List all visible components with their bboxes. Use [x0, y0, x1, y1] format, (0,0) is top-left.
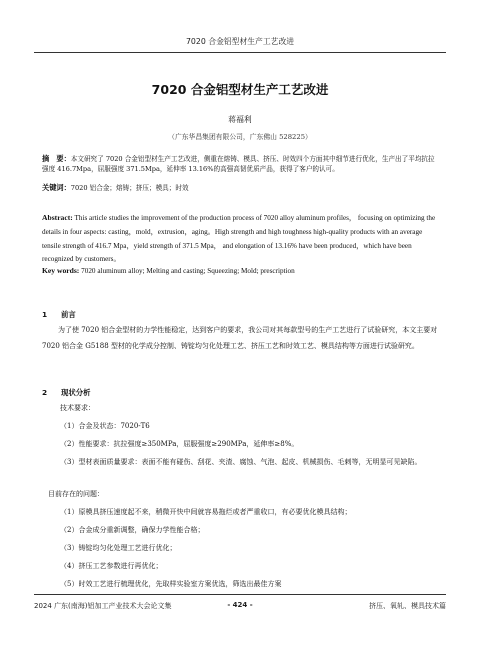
keywords-en-label: Key words:: [42, 266, 80, 275]
author-name: 蒋福利: [228, 115, 252, 124]
header-rule: [34, 52, 446, 53]
chinese-abstract: [42, 154, 440, 175]
section-number: 2: [42, 388, 48, 397]
section-heading-status: [42, 387, 91, 398]
list-item: （4）挤压工艺参数进行再优化；: [60, 562, 163, 571]
footer-section: 挤压、氧轧、模具技术篇: [369, 602, 446, 610]
abstract-en-text: This article studies the improvement of the production process of 7020 alloy aluminum profiles， focusing on optimizing the details in four aspects: casting，mold，extrusion，aging。High strength and high toughness high-quality products with an average tensile strength of 416.7 Mpa，yield strength of 371.5 Mpa， and elongation of 13.16% have been produced，which have been recognized by customers。: [42, 214, 436, 264]
page-number: - 424 -: [227, 601, 253, 609]
english-keywords: [42, 264, 440, 279]
keywords-cn-label: 关键词：: [42, 183, 71, 192]
section-number: 1: [42, 310, 48, 319]
keywords-cn-text: 7020 铝合金；熔铸；挤压；模具；时效: [70, 184, 189, 192]
footer-rule: [34, 594, 446, 595]
problems-list: [42, 485, 442, 594]
list-item: （2）合金成分重新调整，确保力学性能合格；: [60, 526, 205, 535]
abstract-cn-text: 本文研究了 7020 合金铝型材生产工艺改进，侧重在熔铸、模具、挤压、时效四个方面其中细节进行优化，生产出了平均抗拉强度 416.7Mpa，屈服强度 371.5Mpa，延伸率 13.16%的高强高韧优质产品，获得了客户的认可。: [42, 155, 435, 174]
intro-paragraph: 为了使 7020 铝合金型材的力学性能稳定，达到客户的要求，我公司对其每款型号的生产工艺进行了试验研究，本文主要对 7020 铝合金 G5188 型材的化学成分控制、铸锭均匀化处理工艺、挤压工艺和时效工艺、模具结构等方面进行试验研究。: [42, 326, 438, 351]
requirements-heading: 技术要求：: [60, 404, 95, 412]
requirements-list: [42, 399, 442, 470]
abstract-cn-label: 摘 要：: [42, 154, 71, 163]
list-item: （2）性能要求：抗拉强度≥350MPa，屈服强度≥290MPa，延伸率≥8%。: [60, 440, 299, 449]
running-header: 7020 合金铝型材生产工艺改进: [185, 37, 295, 46]
abstract-en-label: Abstract:: [42, 213, 73, 222]
paper-title: 7020 合金铝型材生产工艺改进: [151, 82, 329, 97]
section-title: 前言: [61, 310, 76, 319]
english-abstract: [42, 211, 440, 267]
list-item: （5）时效工艺进行梳理优化，先取样实验室方案优选，筛选出最佳方案: [60, 580, 282, 589]
affiliation: （广东华昌集团有限公司，广东佛山 528225）: [168, 133, 312, 141]
problems-heading: 目前存在的问题：: [48, 490, 104, 498]
chinese-keywords: [42, 183, 440, 193]
list-item: （1）原模具挤压速度起不来，稍微开快中间就容易拖烂或者严重收口，有必要优化模具结构；: [60, 508, 352, 517]
list-item: （3）铸锭均匀化处理工艺进行优化；: [60, 544, 177, 553]
list-item: （3）型材表面质量要求：表面不能有碰伤、刮花、夹渣、腐蚀、气泡、起皮、机械损伤、毛刺等，无明显可见缺陷。: [60, 458, 422, 467]
list-item: （1）合金及状态：7020-T6: [60, 422, 150, 431]
footer-proceedings: 2024 广东(南海)铝加工产业技术大会论文集: [34, 602, 172, 610]
section-heading-intro: [42, 309, 76, 320]
section-title: 现状分析: [61, 388, 91, 397]
keywords-en-text: 7020 aluminum alloy; Melting and casting; Squeezing; Mold; prescription: [79, 267, 295, 275]
